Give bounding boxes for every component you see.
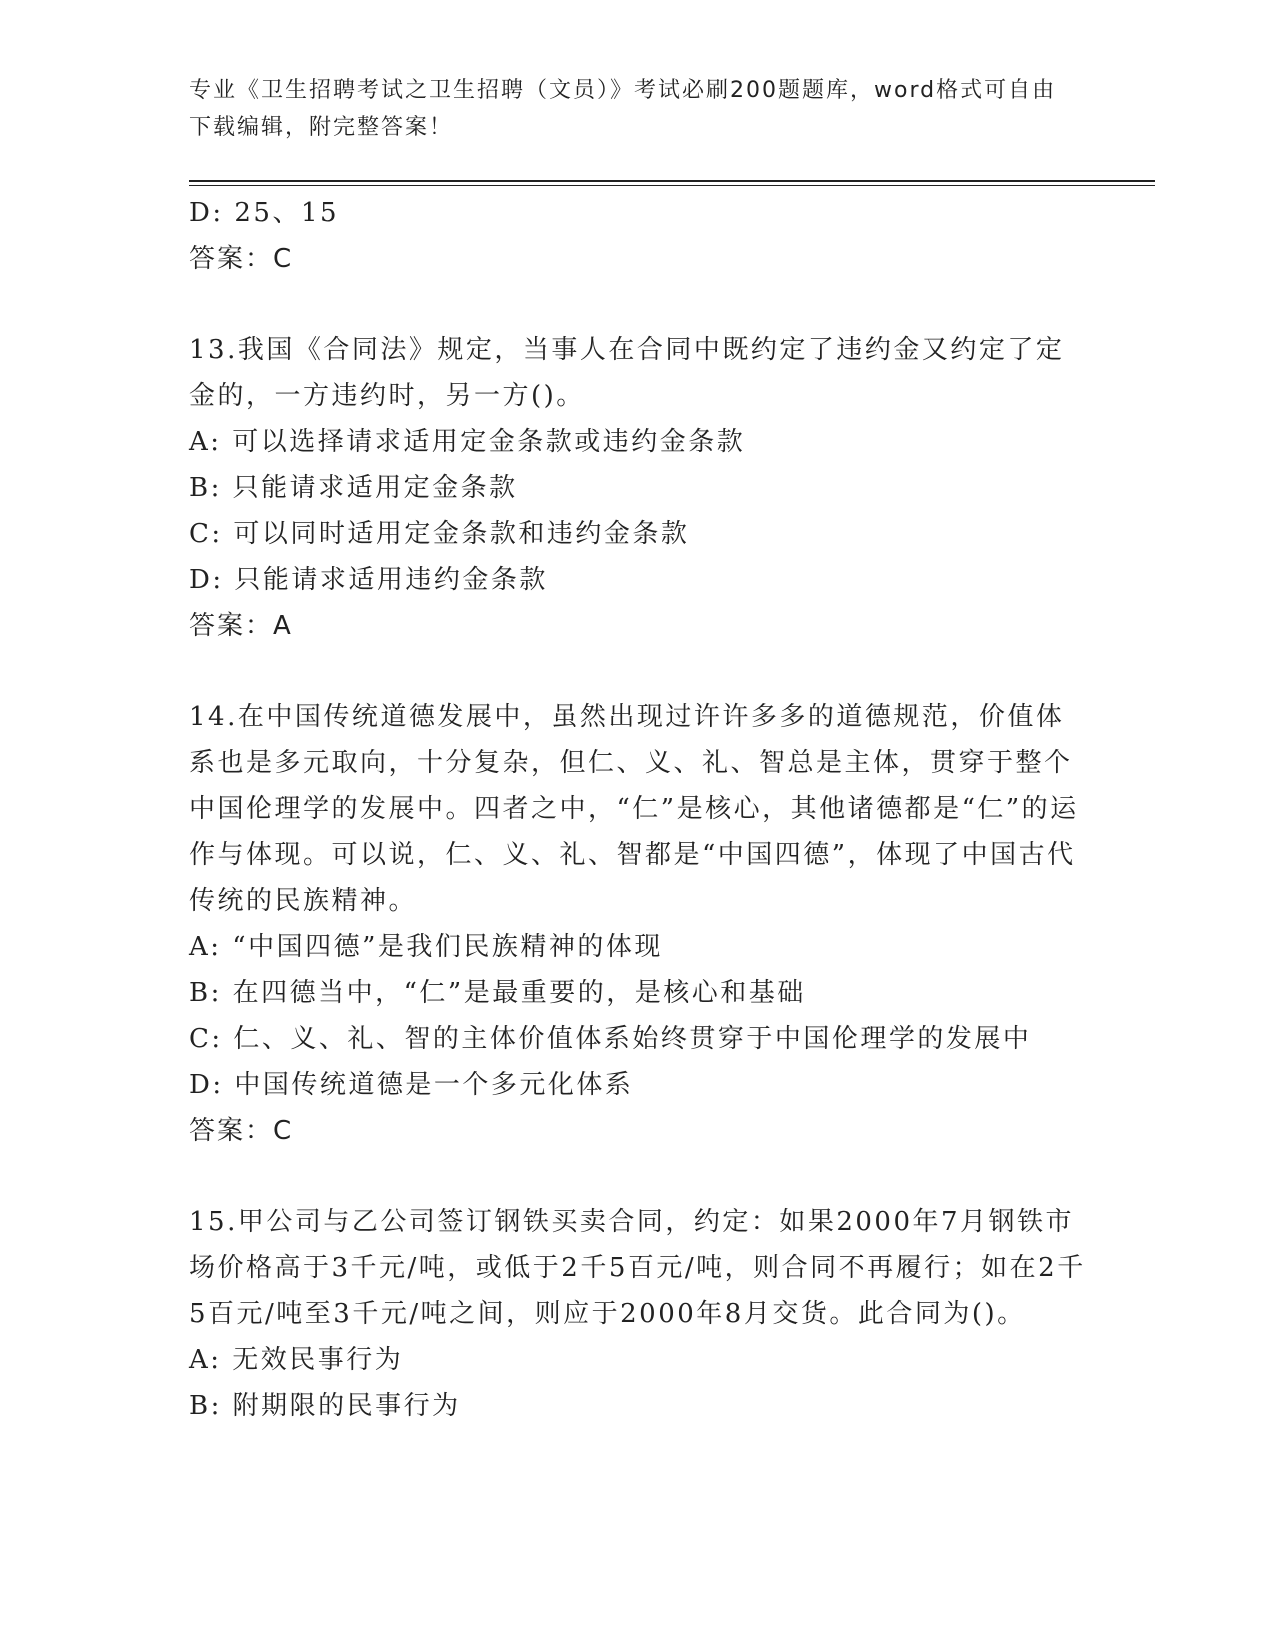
spacer — [189, 1154, 1089, 1199]
question-stem: 14.在中国传统道德发展中，虽然出现过许许多多的道德规范，价值体系也是多元取向，十分复杂，但仁、义、礼、智总是主体，贯穿于整个中国伦理学的发展中。四者之中，“仁”是核心，其他诸德都是“仁”的运作与体现。可以说，仁、义、礼、智都是“中国四德”，体现了中国古代传统的民族精神。 — [189, 702, 1079, 916]
option-b: B: 附期限的民事行为 — [189, 1391, 461, 1421]
question-13 — [189, 327, 1089, 649]
header-divider-thin — [189, 185, 1155, 186]
option-d: D: 中国传统道德是一个多元化体系 — [189, 1070, 634, 1100]
header-divider-thick — [189, 180, 1155, 182]
option-a: A: 无效民事行为 — [189, 1345, 404, 1375]
answer-line: 答案：A — [189, 611, 293, 641]
spacer — [189, 282, 1089, 327]
option-d: D: 只能请求适用违约金条款 — [189, 565, 548, 595]
question-stem: 13.我国《合同法》规定，当事人在合同中既约定了违约金又约定了定金的，一方违约时，另一方()。 — [189, 335, 1065, 411]
option-c: C: 仁、义、礼、智的主体价值体系始终贯穿于中国伦理学的发展中 — [189, 1024, 1032, 1054]
option-c: C: 可以同时适用定金条款和违约金条款 — [189, 519, 690, 549]
question-14 — [189, 694, 1089, 1154]
answer-line: 答案：C — [189, 244, 294, 274]
answer-line: 答案：C — [189, 1116, 294, 1146]
question-content — [189, 190, 1089, 1429]
prev-question-tail — [189, 190, 1089, 282]
option-a: A: “中国四德”是我们民族精神的体现 — [189, 932, 663, 962]
option-a: A: 可以选择请求适用定金条款或违约金条款 — [189, 427, 746, 457]
question-stem: 15.甲公司与乙公司签订钢铁买卖合同，约定：如果2000年7月钢铁市场价格高于3千元/吨，或低于2千5百元/吨，则合同不再履行；如在2千5百元/吨至3千元/吨之间，则应于2000年8月交货。此合同为()。 — [189, 1207, 1086, 1329]
document-header: 专业《卫生招聘考试之卫生招聘（文员）》考试必刷200题题库，word格式可自由下载编辑，附完整答案！ — [189, 78, 1057, 140]
question-15 — [189, 1199, 1089, 1429]
spacer — [189, 649, 1089, 694]
option-b: B: 在四德当中，“仁”是最重要的，是核心和基础 — [189, 978, 806, 1008]
option-d: D: 25、15 — [189, 198, 340, 228]
option-b: B: 只能请求适用定金条款 — [189, 473, 518, 503]
